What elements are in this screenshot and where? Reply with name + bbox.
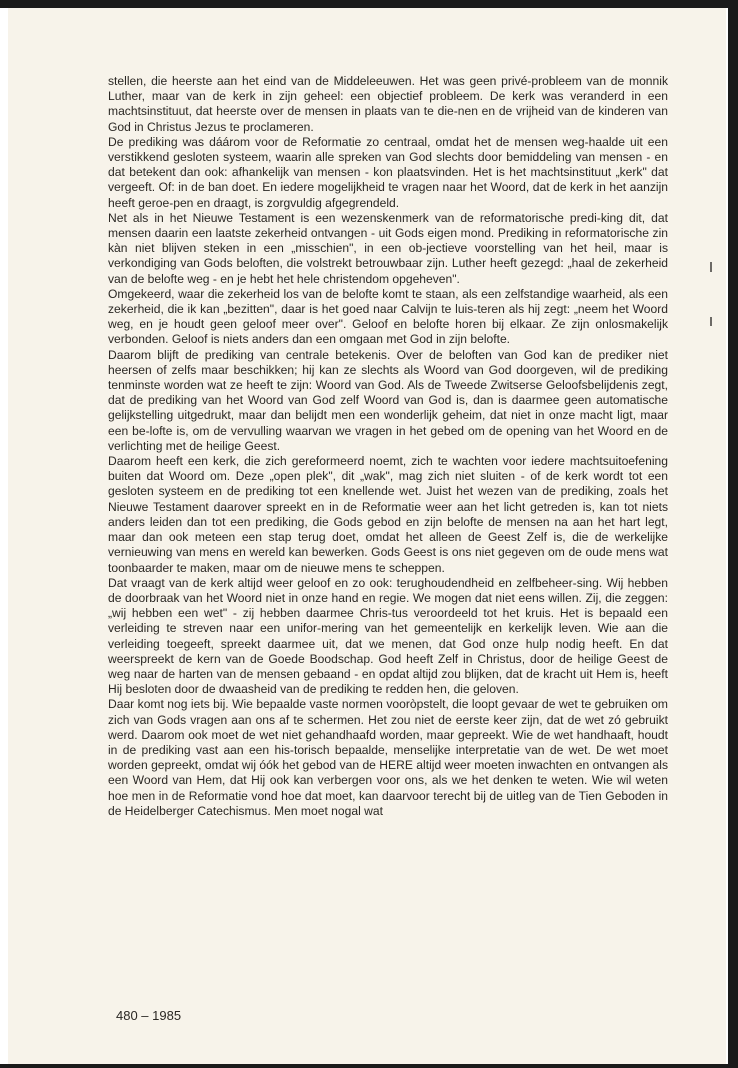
body-text: [108, 74, 668, 819]
paragraph: Daar komt nog iets bij. Wie bepaalde vaste normen vooròpstelt, die loopt gevaar de wet te gebruiken om zich van Gods vragen aan ons af te schermen. Het zou niet de eerste keer zijn, dat de wet zó gebruikt werd. Daarom ook moet de wet niet gehandhaafd worden, maar gepreekt. Wie de wet handhaaft, houdt in de prediking vast aan een his-torisch bepaalde, menselijke interpretatie van de wet. De wet moet worden gepreekt, omdat wij óók het gebod van de HERE altijd weer moeten inwachten en ontvangen als een Woord van Hem, dat Hij ook kan verbergen voor ons, als we het denken te weten. Wie wil weten hoe men in de Reformatie vond hoe dat moet, kan daarvoor terecht bij de uitleg van de Tien Geboden in de Heidelberger Catechismus. Men moet nogal wat: [108, 697, 668, 818]
page-number: 480 – 1985: [116, 1008, 182, 1023]
paragraph: De prediking was dáárom voor de Reformatie zo centraal, omdat het de mensen weg-haalde uit een verstikkend gesloten systeem, waarin alle spreken van God slechts door bemiddeling van mensen - en dat betekent dan ook: afhankelijk van mensen - kon plaatsvinden. Het is het machtsinstituut „kerk" dat vergeeft. Of: in de ban doet. En iedere mogelijkheid te vragen naar het Woord, dat de kerk in het aanzijn heeft geroe-pen en draagt, is zorgvuldig afgegrendeld.: [108, 134, 668, 210]
scan-border-right: [728, 0, 738, 1068]
paragraph: Dat vraagt van de kerk altijd weer geloof en zo ook: terughoudendheid en zelfbeheer-sing. Wij hebben de doorbraak van het Woord niet in onze hand en regie. We mogen dat niet eens willen. Zij, die zeggen: „wij hebben een wet" - zij hebben daarmee Chris-tus veroordeeld tot het kruis. Het is bepaald een verleiding te streven naar een unifor-mering van het gemeentelijk en kerkelijk leven. Wie aan die verleiding toegeeft, spreekt daarmee uit, dat we menen, dat God onze hulp nodig heeft. En dat weerspreekt de kern van de Goede Boodschap. God heeft Zelf in Christus, door de heilige Geest de weg naar de harten van de mensen gebaand - en opdat altijd zou blijken, dat de kracht uit Hem is, heeft Hij besloten door de dwaasheid van de prediking te redden hen, die geloven.: [108, 575, 668, 697]
paragraph: Net als in het Nieuwe Testament is een wezenskenmerk van de reformatorische predi-king dit, dat mensen daarin een laatste zekerheid ontvangen - uit Gods eigen mond. Prediking in reformatorische zin kàn niet blijven steken in een „misschien", in een ob-jectieve voorstelling van het heil, maar is verkondiging van Gods beloften, die volstrekt betrouwbaar zijn. Luther heeft gezegd: „haal de zekerheid van de belofte weg - en je hebt het hele christendom opgeheven".: [108, 210, 668, 286]
scan-border-bottom: [0, 1064, 738, 1068]
scan-border-top: [0, 0, 738, 8]
margin-mark: [710, 317, 712, 326]
paragraph: Omgekeerd, waar die zekerheid los van de belofte komt te staan, als een zelfstandige waarheid, als een zekerheid, die ik kan „bezitten", daar is het goed naar Calvijn te luis-teren als hij zegt: „neem het Woord weg, en je houdt geen geloof meer over". Geloof en belofte horen bij elkaar. Ze zijn onlosmakelijk verbonden. Geloof is niets anders dan een omgaan met God in zijn belofte.: [108, 286, 668, 347]
document-page: [8, 8, 726, 1064]
paragraph: stellen, die heerste aan het eind van de Middeleeuwen. Het was geen privé-probleem van de monnik Luther, maar van de kerk in zijn geheel: een objectief probleem. De kerk was veranderd in een machtsinstituut, dat heerste over de mensen in plaats van te die-nen en de vrijheid van de kinderen van God in Christus Jezus te proclameren.: [108, 74, 668, 134]
margin-mark: [710, 262, 712, 272]
paragraph: Daarom blijft de prediking van centrale betekenis. Over de beloften van God kan de prediker niet heersen of zelfs maar beschikken; hij kan ze slechts als Woord van God doorgeven, wil de prediking tenminste worden wat ze heeft te zijn: Woord van God. Als de Tweede Zwitserse Geloofsbelijdenis zegt, dat de prediking van het Woord van God zelf Woord van God is, dan is daarmee geen automatische gelijkstelling uitgedrukt, maar dan belijdt men een wonderlijk geheim, dat niet in onze macht ligt, maar een be-lofte is, om de vervulling waarvan we vragen in het gebed om de opening van het Woord en de verlichting met de heilige Geest.: [108, 347, 668, 453]
paragraph: Daarom heeft een kerk, die zich gereformeerd noemt, zich te wachten voor iedere machtsuitoefening buiten dat Woord om. Deze „open plek", dit „wak", mag zich niet sluiten - of de kerk wordt tot een gesloten systeem en de prediking tot een knellende wet. Juist het wezen van de prediking, zoals het Nieuwe Testament daarover spreekt en in de Reformatie weer aan het licht getreden is, kan tot niets anders leiden dan tot een prediking, die Gods gebod en zijn belofte de mensen na aan het hart legt, maar dan ook meteen een stap terug doet, omdat het alleen de Geest Zelf is, die de werkelijke vernieuwing van mens en wereld kan bewerken. Gods Geest is ons niet gegeven om de oude mens wat toonbaarder te maken, maar om de nieuwe mens te scheppen.: [108, 454, 668, 575]
